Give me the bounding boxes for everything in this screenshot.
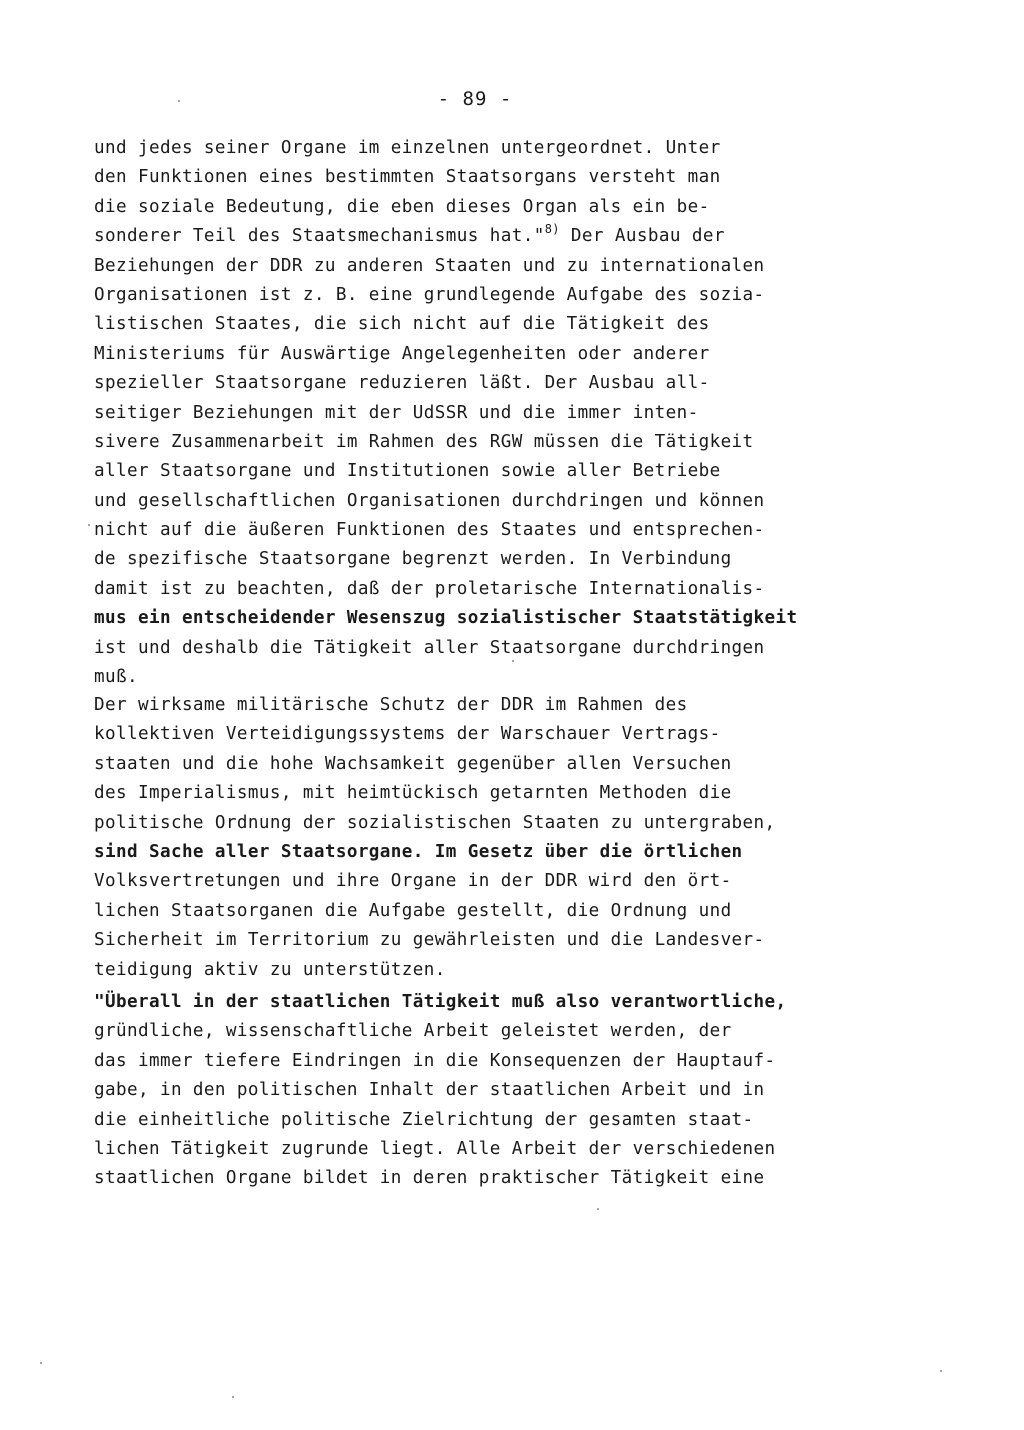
text-line: [94, 926, 884, 955]
text-segment: Beziehungen der DDR zu anderen Staaten und zu internationalen: [94, 255, 765, 276]
text-segment: und gesellschaftlichen Organisationen durchdringen und können: [94, 490, 765, 511]
text-line: [94, 163, 884, 192]
scan-speck: [597, 1208, 599, 1210]
text-segment: sind Sache aller Staatsorgane. Im Gesetz über die örtlichen: [94, 841, 743, 862]
text-line: [94, 310, 884, 339]
text-segment: Der Ausbau der: [559, 226, 725, 247]
text-segment: nicht auf die äußeren Funktionen des Staates und entsprechen-: [94, 520, 765, 541]
text-segment: staaten und die hohe Wachsamkeit gegenüber allen Versuchen: [94, 753, 732, 774]
text-segment: die soziale Bedeutung, die eben dieses Organ als ein be-: [94, 196, 710, 217]
text-segment: de spezifische Staatsorgane begrenzt werden. In Verbindung: [94, 549, 732, 570]
text-segment: Der wirksame militärische Schutz der DDR im Rahmen des: [94, 695, 688, 715]
paragraph-3: [94, 988, 884, 1194]
text-segment: politische Ordnung der sozialistischen Staaten zu untergraben,: [94, 812, 776, 833]
text-segment: Sicherheit im Territorium zu gewährleisten und die Landesver-: [94, 930, 765, 951]
page-number: - 89 -: [437, 88, 513, 110]
text-segment: "Überall in der staatlichen Tätigkeit muß also verantwortliche,: [94, 992, 787, 1012]
text-segment: spezieller Staatsorgane reduzieren läßt. Der Ausbau all-: [94, 373, 710, 394]
text-segment: lichen Tätigkeit zugrunde liegt. Alle Arbeit der verschiedenen: [94, 1138, 776, 1159]
text-line: [94, 134, 884, 163]
text-line: [94, 838, 884, 867]
text-line: [94, 399, 884, 428]
text-line: [94, 487, 884, 516]
scan-speck: [940, 1370, 942, 1372]
text-line: [94, 809, 884, 838]
text-line: [94, 193, 884, 222]
text-segment: damit ist zu beachten, daß der proletarische Internationalis-: [94, 578, 765, 599]
text-line: [94, 604, 884, 633]
text-line: [94, 988, 884, 1017]
text-line: [94, 691, 884, 720]
text-segment: mus ein entscheidender Wesenszug sozialistischer Staatstätigkeit: [94, 608, 798, 629]
text-line: [94, 575, 884, 604]
text-segment: gabe, in den politischen Inhalt der staatlichen Arbeit und in: [94, 1080, 765, 1101]
text-line: [94, 516, 884, 545]
text-segment: das immer tiefere Eindringen in die Konsequenzen der Hauptauf-: [94, 1050, 776, 1071]
text-line: [94, 956, 884, 985]
text-segment: sivere Zusammenarbeit im Rahmen des RGW müssen die Tätigkeit: [94, 431, 754, 452]
text-segment: kollektiven Verteidigungssystems der Warschauer Vertrags-: [94, 724, 721, 745]
text-line: [94, 281, 884, 310]
text-line: [94, 428, 884, 457]
text-line: [94, 252, 884, 281]
text-segment: den Funktionen eines bestimmten Staatsorgans versteht man: [94, 167, 721, 188]
text-line: [94, 1135, 884, 1164]
text-line: [94, 457, 884, 486]
text-segment: die einheitliche politische Zielrichtung der gesamten staat-: [94, 1109, 754, 1130]
text-line: [94, 1017, 884, 1046]
paragraph-1: [94, 134, 884, 692]
scan-speck: [178, 100, 180, 102]
text-line: [94, 1106, 884, 1135]
text-segment: staatlichen Organe bildet in deren praktischer Tätigkeit eine: [94, 1168, 765, 1189]
text-segment: Organisationen ist z. B. eine grundlegende Aufgabe des sozia-: [94, 284, 765, 305]
text-segment: seitiger Beziehungen mit der UdSSR und die immer inten-: [94, 402, 699, 423]
scan-speck: [232, 1396, 234, 1398]
text-segment: muß.: [94, 667, 138, 688]
text-line: [94, 663, 884, 692]
text-segment: und jedes seiner Organe im einzelnen untergeordnet. Unter: [94, 138, 721, 158]
text-line: [94, 222, 884, 251]
text-line: [94, 634, 884, 663]
text-line: [94, 897, 884, 926]
text-line: [94, 1076, 884, 1105]
text-segment: listischen Staates, die sich nicht auf die Tätigkeit des: [94, 314, 710, 335]
text-line: [94, 1164, 884, 1193]
text-line: [94, 720, 884, 749]
scan-speck: [88, 524, 90, 526]
paragraph-2: [94, 691, 884, 985]
text-segment: lichen Staatsorganen die Aufgabe gestellt, die Ordnung und: [94, 900, 732, 921]
footnote-marker: 8): [544, 222, 560, 237]
text-segment: aller Staatsorgane und Institutionen sowie aller Betriebe: [94, 461, 721, 482]
text-line: [94, 340, 884, 369]
scan-speck: [40, 1362, 42, 1364]
scan-speck: [512, 660, 514, 662]
text-line: [94, 369, 884, 398]
text-line: [94, 867, 884, 896]
text-line: [94, 779, 884, 808]
text-line: [94, 1047, 884, 1076]
text-segment: gründliche, wissenschaftliche Arbeit geleistet werden, der: [94, 1021, 732, 1042]
text-segment: sonderer Teil des Staatsmechanismus hat.": [94, 226, 545, 247]
text-segment: ist und deshalb die Tätigkeit aller Staatsorgane durchdringen: [94, 637, 765, 658]
text-segment: Volksvertretungen und ihre Organe in der DDR wird den ört-: [94, 871, 732, 892]
text-segment: des Imperialismus, mit heimtückisch getarnten Methoden die: [94, 783, 732, 804]
text-segment: Ministeriums für Auswärtige Angelegenheiten oder anderer: [94, 343, 710, 364]
text-line: [94, 750, 884, 779]
text-segment: teidigung aktiv zu unterstützen.: [94, 959, 446, 980]
text-line: [94, 545, 884, 574]
